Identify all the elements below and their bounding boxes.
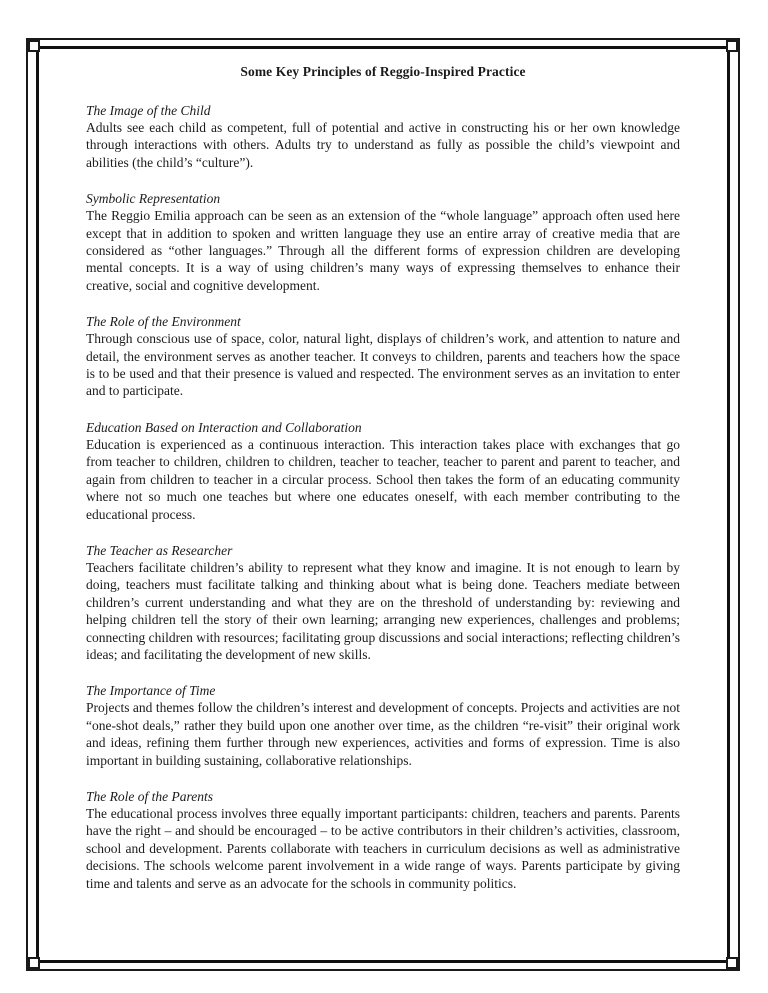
- section-body: Education is experienced as a continuous interaction. This interaction takes place with exchanges that go from teacher to children, children to children, teacher to teacher, teacher to parent and parent to teacher, and again from children to teacher in a circular process. School then takes the form of an educating community where not so much one teaches but where one educates oneself, with each member contributing to the educational process.: [86, 436, 680, 522]
- section-role-of-environment: [86, 313, 680, 400]
- document-content: [86, 64, 680, 911]
- border-corner-ornament: [28, 40, 40, 52]
- border-corner-ornament: [726, 40, 738, 52]
- section-body: The educational process involves three equally important participants: children, teachers and parents. Parents have the right – and should be encouraged – to be active contributors in their children’s activities, classroom, school and development. Parents collaborate with teachers in curriculum decisions as well as administrative decisions. The schools welcome parent involvement in a wide range of ways. Parents participate by giving time and talents and serve as an advocate for the schools in community politics.: [86, 805, 680, 891]
- document-title: Some Key Principles of Reggio-Inspired Practice: [240, 64, 526, 79]
- section-education-interaction: [86, 419, 680, 523]
- section-heading: Symbolic Representation: [86, 191, 221, 207]
- border-corner-ornament: [28, 957, 40, 969]
- section-image-of-child: [86, 102, 680, 171]
- section-body: Teachers facilitate children’s ability to represent what they know and imagine. It is not enough to learn by doing, teachers must facilitate talking and thinking about what is being done. Teachers mediate between children’s current understanding and what they are on the threshold of understanding by: reviewing and helping children tell the story of their own learning; arranging new experiences, challenges and problems; connecting children with resources; facilitating group discussions and social interactions; reflecting children’s ideas; and facilitating the development of new skills.: [86, 559, 680, 662]
- section-heading: The Importance of Time: [86, 683, 216, 699]
- section-body: Adults see each child as competent, full of potential and active in constructing his or her own knowledge through interactions with others. Adults try to understand as fully as possible the child’s viewpoint and abilities (the child’s “culture”).: [86, 120, 680, 170]
- section-body: Projects and themes follow the children’s interest and development of concepts. Projects and activities are not “one-shot deals,” rather they build upon one another over time, as the children “re-visit” their original work and ideas, refining them further through new experiences, activities and forms of expression. Time is also important in building sustaining, collaborative relationships.: [86, 700, 680, 768]
- border-corner-ornament: [726, 957, 738, 969]
- section-symbolic-representation: [86, 190, 680, 294]
- section-heading: The Teacher as Researcher: [86, 542, 233, 558]
- section-heading: The Role of the Environment: [86, 314, 241, 330]
- section-heading: Education Based on Interaction and Collaboration: [86, 419, 362, 435]
- section-heading: The Image of the Child: [86, 103, 211, 118]
- section-teacher-as-researcher: [86, 542, 680, 663]
- section-role-of-parents: [86, 788, 680, 892]
- section-heading: The Role of the Parents: [86, 788, 213, 804]
- section-body: The Reggio Emilia approach can be seen as an extension of the “whole language” approach often used here except that in addition to spoken and written language they use an entire array of creative media that are considered as “other languages.” Through all the different forms of expression children are developing mental concepts. It is a way of using children’s many ways of expressing themselves to enhance their creative, social and cognitive development.: [86, 208, 680, 293]
- section-body: Through conscious use of space, color, natural light, displays of children’s work, and attention to nature and detail, the environment serves as another teacher. It conveys to children, parents and teachers how the space is to be used and that their presence is valued and respected. The environment serves as an invitation to enter and to participate.: [86, 331, 680, 399]
- section-importance-of-time: [86, 682, 680, 769]
